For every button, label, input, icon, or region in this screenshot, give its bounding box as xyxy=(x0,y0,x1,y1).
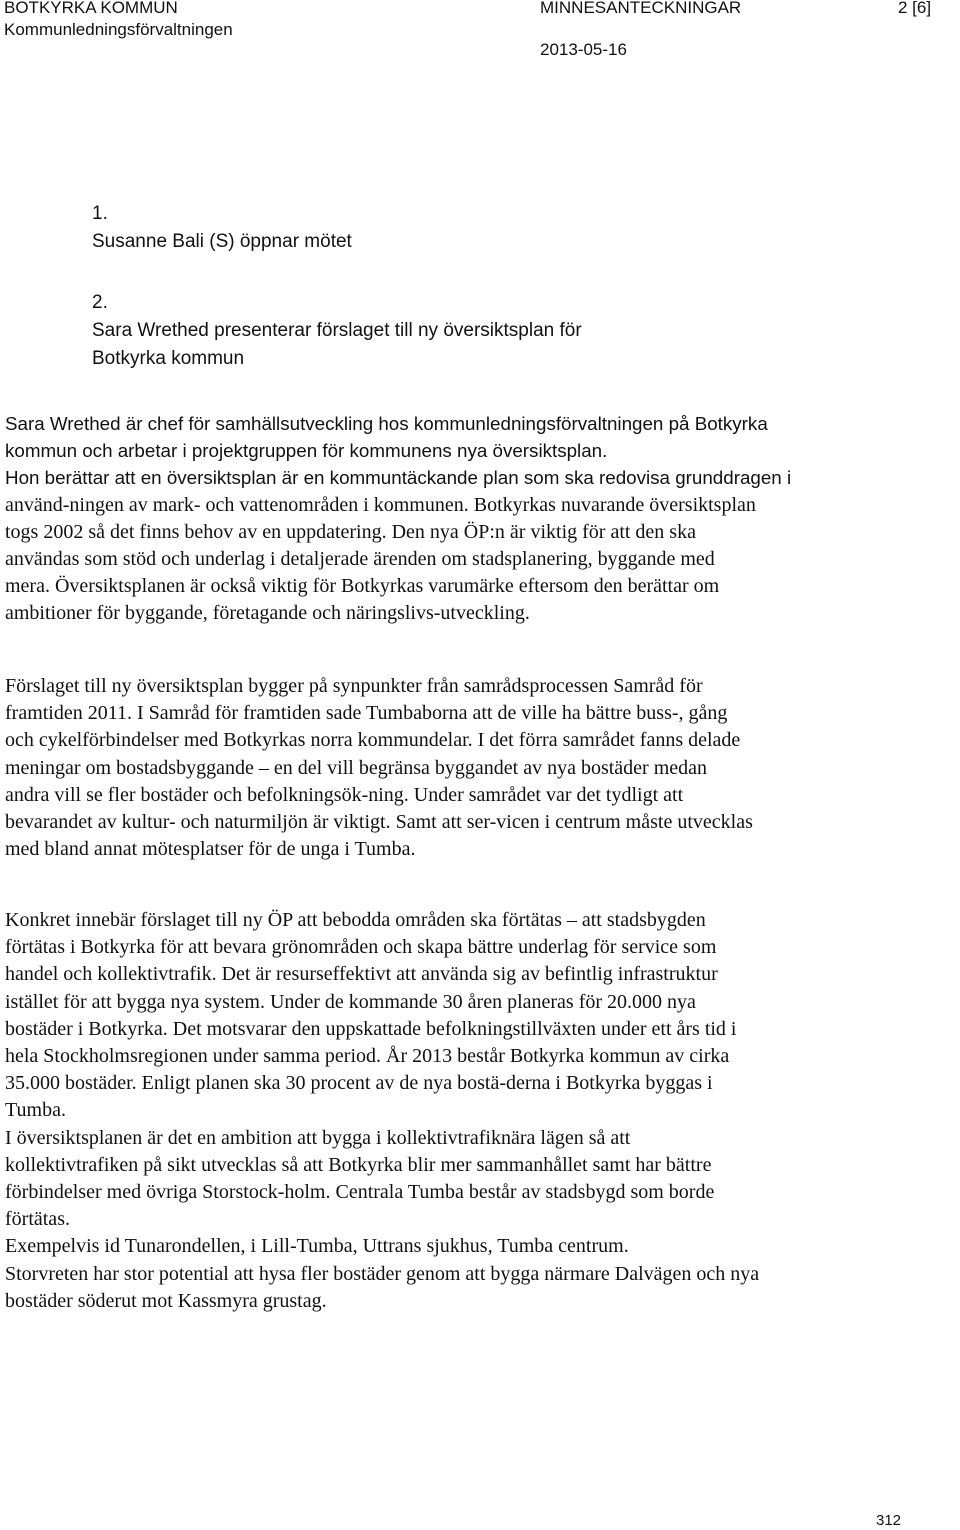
text-line: bevarandet av kultur- och naturmiljön är viktigt. Samt att ser-vicen i centrum måste utvecklas xyxy=(5,811,753,834)
text-line: användas som stöd och underlag i detaljerade ärenden om stadsplanering, byggande med xyxy=(5,548,715,571)
text-line: Storvreten har stor potential att hysa fler bostäder genom att bygga närmare Dalvägen och nya xyxy=(5,1262,760,1285)
text-line: I översiktsplanen är det en ambition att bygga i kollektivtrafiknära lägen så att xyxy=(5,1126,631,1149)
text-line: Förslaget till ny översiktsplan bygger på synpunkter från samrådsprocessen Samråd för xyxy=(5,675,703,697)
page-indicator: 2 [6] xyxy=(898,0,932,17)
text-line: kommun och arbetar i projektgruppen för kommunens nya översiktsplan. xyxy=(5,440,608,462)
text-line: förtätas i Botkyrka för att bevara grönområden och skapa bättre underlag för service som xyxy=(5,936,717,959)
text-line: ambitioner för byggande, företagande och näringslivs-utveckling. xyxy=(5,602,530,625)
text-line: 35.000 bostäder. Enligt planen ska 30 procent av de nya bostä-derna i Botkyrka byggas i xyxy=(5,1072,713,1095)
agenda-item-title-line: Sara Wrethed presenterar förslaget till ny översiktsplan för xyxy=(92,320,582,341)
text-line: och cykelförbindelser med Botkyrkas norra kommundelar. I det förra samrådet fanns delade xyxy=(5,729,741,752)
agenda-item-number: 1. xyxy=(92,203,108,224)
agenda-item-2 xyxy=(92,289,582,373)
text-line: Konkret innebär förslaget till ny ÖP att bebodda områden ska förtätas – att stadsbygden xyxy=(5,909,706,931)
text-line: använd-ningen av mark- och vattenområden i kommunen. Botkyrkas nuvarande översiktsplan xyxy=(5,493,756,516)
text-line: bostäder i Botkyrka. Det motsvarar den uppskattade befolkningstillväxten under ett års tid i xyxy=(5,1017,737,1040)
agenda-item-number: 2. xyxy=(92,292,108,313)
text-line: förbindelser med övriga Storstock-holm. Centrala Tumba består av stadsbygd som borde xyxy=(5,1181,715,1204)
text-line: Hon berättar att en översiktsplan är en kommuntäckande plan som ska redovisa grunddragen i xyxy=(5,467,792,489)
text-line: förtätas. xyxy=(5,1208,70,1231)
agenda-item-title: Susanne Bali (S) öppnar mötet xyxy=(92,231,352,252)
text-line: Tumba. xyxy=(5,1099,66,1122)
text-line: togs 2002 så det finns behov av en uppdatering. Den nya ÖP:n är viktig för att den ska xyxy=(5,520,696,543)
paragraph-consultation xyxy=(5,673,753,863)
text-line: istället för att bygga nya system. Under de kommande 30 åren planeras för 20.000 nya xyxy=(5,990,696,1013)
text-line: andra vill se fler bostäder och befolkningsök-ning. Under samrådet var det tydligt att xyxy=(5,783,684,806)
text-line: hela Stockholmsregionen under samma period. År 2013 består Botkyrka kommun av cirka xyxy=(5,1045,730,1068)
text-line: Sara Wrethed är chef för samhällsutveckling hos kommunledningsförvaltningen på Botkyrka xyxy=(5,413,768,434)
text-line: mera. Översiktsplanen är också viktig för Botkyrkas varumärke eftersom den berättar om xyxy=(5,575,720,598)
footer-page-number: 312 xyxy=(876,1512,902,1529)
text-line: framtiden 2011. I Samråd för framtiden sade Tumbaborna att de ville ha bättre buss-, gång xyxy=(5,702,728,725)
text-line: handel och kollektivtrafik. Det är resurseffektivt att använda sig av befintlig infrastruktur xyxy=(5,963,718,986)
paragraph-intro xyxy=(5,410,791,628)
org-name: BOTKYRKA KOMMUN xyxy=(4,0,178,17)
document-date: 2013-05-16 xyxy=(540,40,627,59)
document-type: MINNESANTECKNINGAR xyxy=(540,0,742,17)
paragraph-proposal xyxy=(5,907,759,1315)
text-line: meningar om bostadsbyggande – en del vill begränsa byggandet av nya bostäder medan xyxy=(5,756,708,779)
text-line: kollektivtrafiken på sikt utvecklas så att Botkyrka blir mer sammanhållet samt har bättre xyxy=(5,1153,712,1176)
department-name: Kommunledningsförvaltningen xyxy=(4,20,233,39)
text-line: bostäder söderut mot Kassmyra grustag. xyxy=(5,1289,327,1312)
text-line: med bland annat mötesplatser för de unga i Tumba. xyxy=(5,838,416,861)
agenda-item-title-line: Botkyrka kommun xyxy=(92,348,245,369)
agenda-item-1 xyxy=(92,200,352,256)
text-line: Exempelvis id Tunarondellen, i Lill-Tumba, Uttrans sjukhus, Tumba centrum. xyxy=(5,1235,629,1258)
